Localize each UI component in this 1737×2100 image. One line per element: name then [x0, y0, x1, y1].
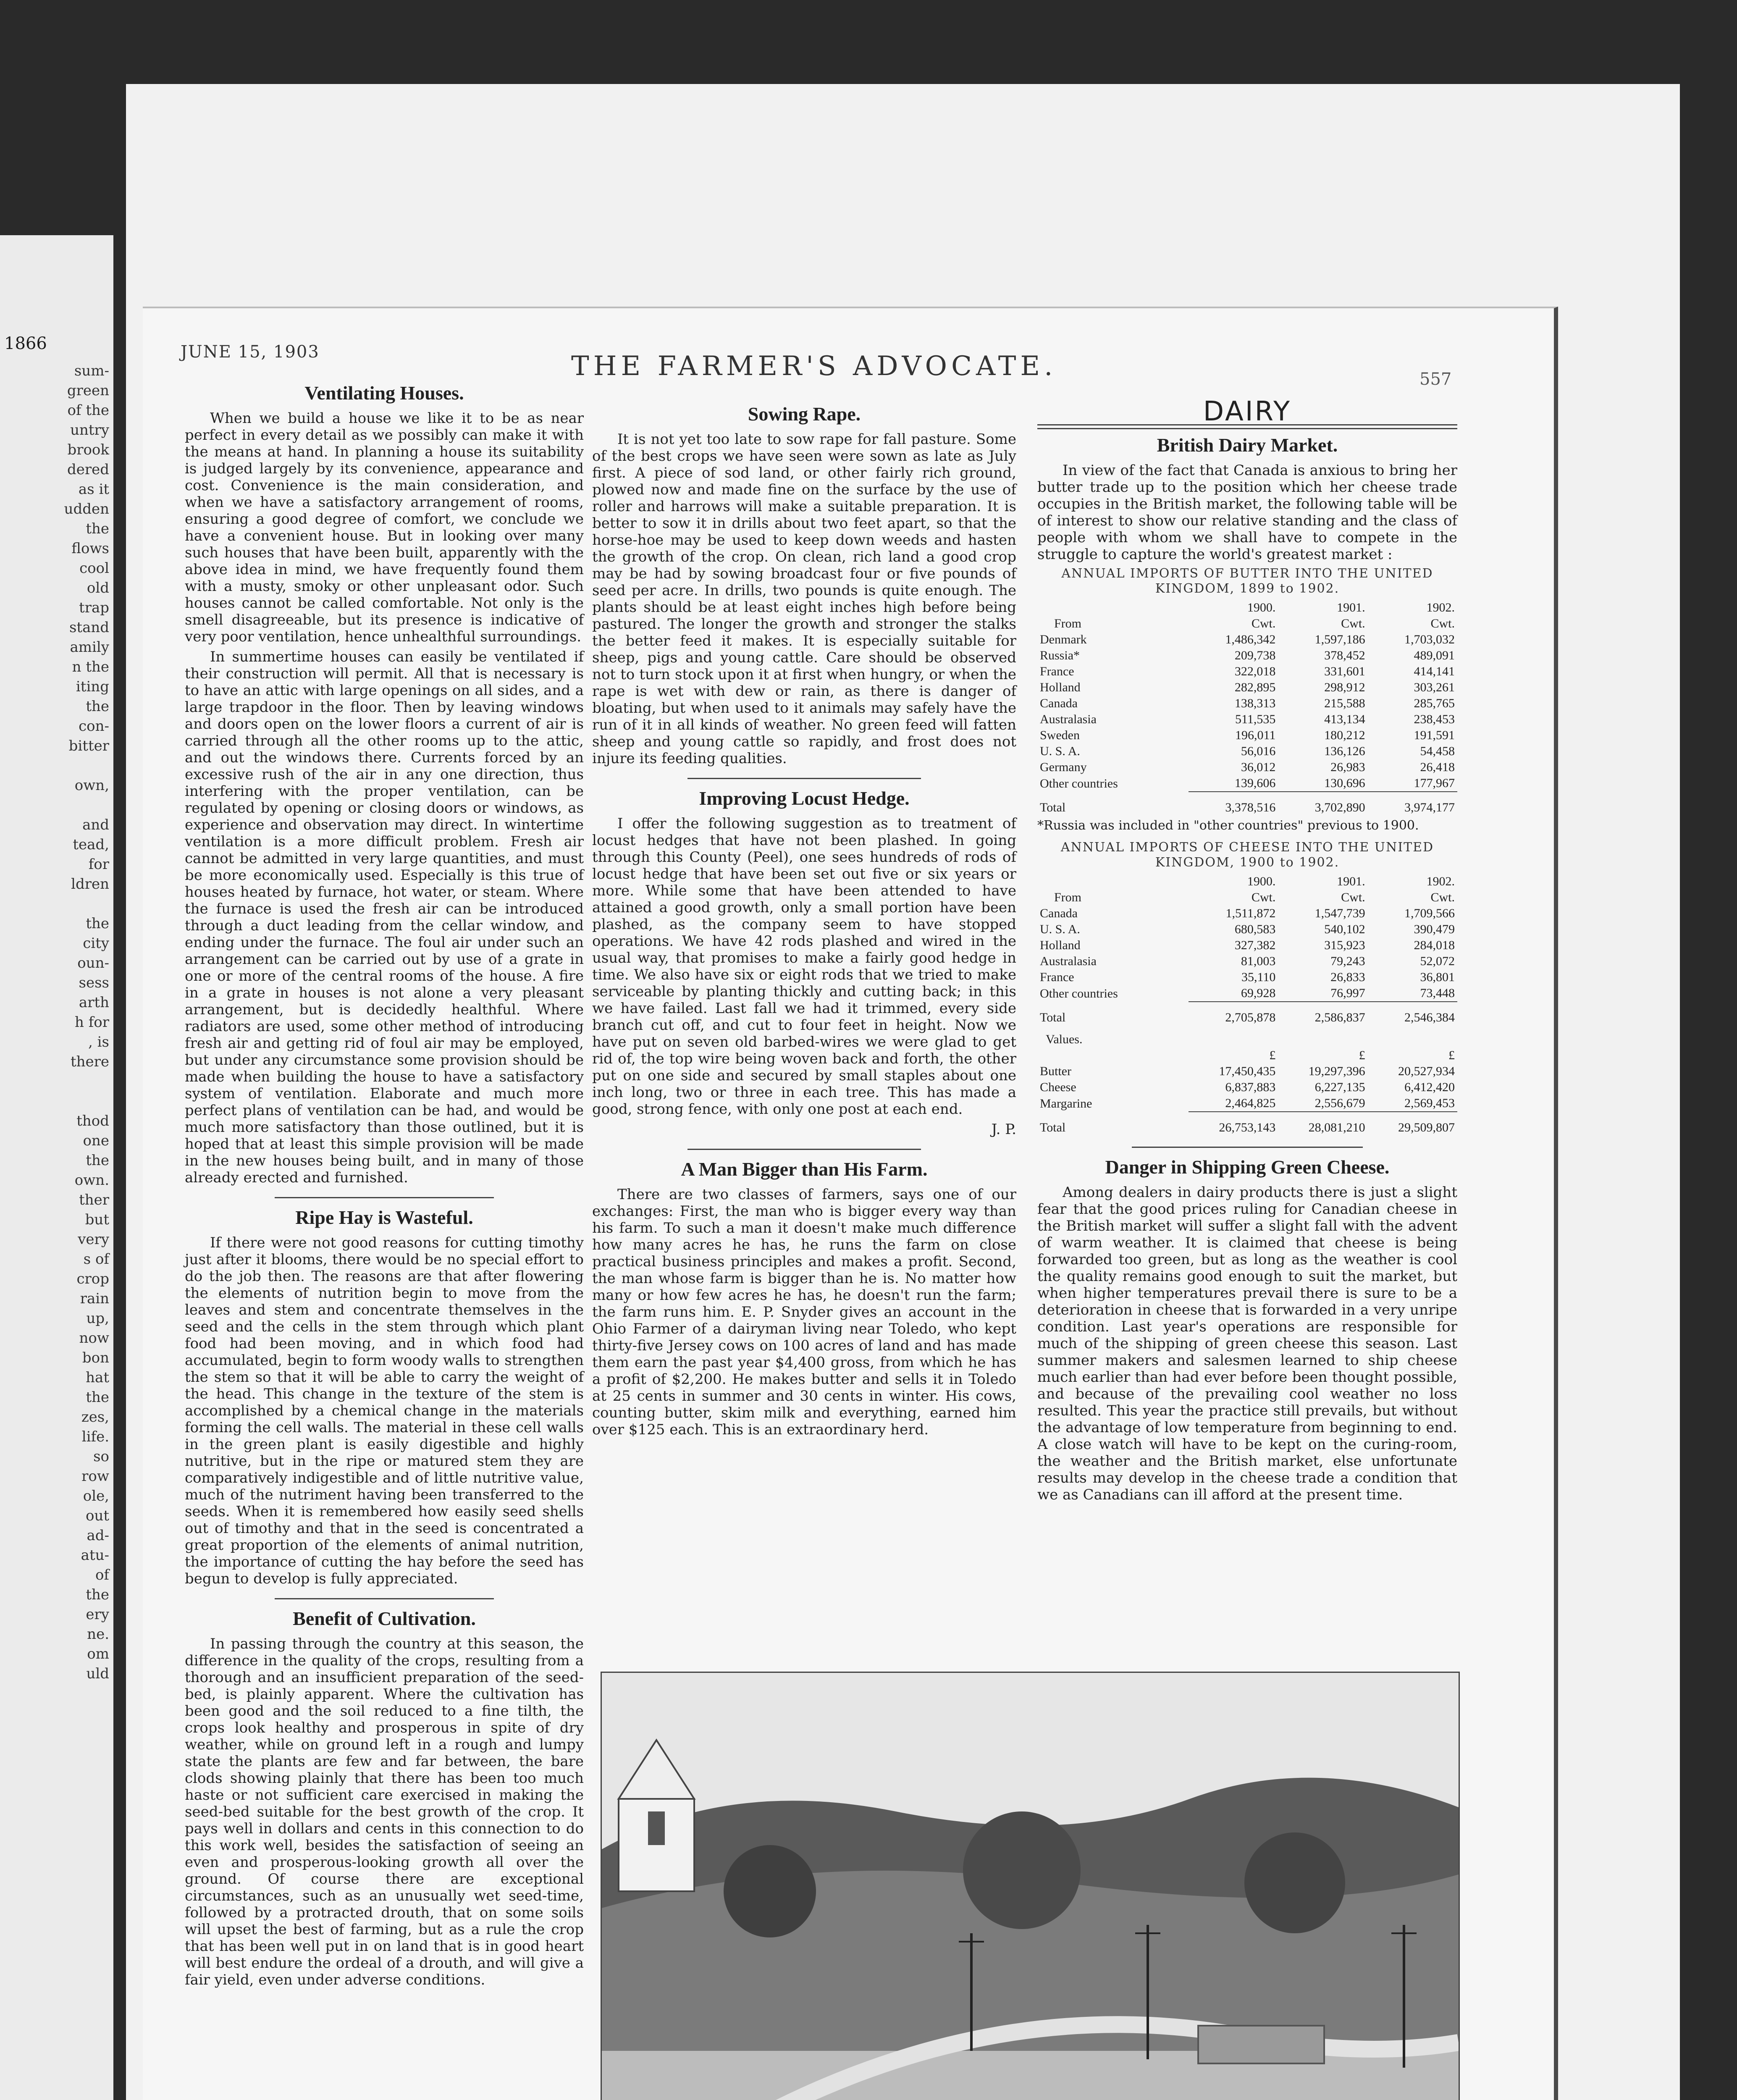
article-title-locust-hedge: Improving Locust Hedge. — [699, 788, 910, 809]
cheese-table-caption: ANNUAL IMPORTS OF CHEESE INTO THE UNITED KINGDOM, 1900 to 1902. — [1060, 840, 1434, 870]
section-title-dairy: DAIRY — [1203, 396, 1292, 427]
table-from-label: From — [1054, 617, 1082, 630]
table-cell: 20,527,934 — [1398, 1064, 1455, 1078]
table-total-cell: 28,081,210 — [1278, 1112, 1367, 1136]
adjacent-page-fragment: the — [86, 1152, 109, 1169]
table-row-label: Russia* — [1040, 648, 1080, 662]
table-unit: Cwt. — [1251, 617, 1276, 630]
table-cell: 209,738 — [1234, 648, 1276, 662]
table-cell: 6,227,135 — [1315, 1080, 1365, 1094]
table-row-label: U. S. A. — [1040, 744, 1080, 758]
table-cell: 73,448 — [1420, 986, 1455, 1000]
article-paragraph: In passing through the country at this season, the difference in the quality of the crops, resulting from a thorough and an insufficient preparation of the seed-bed, is plainly apparent. Where the cultivation has been good and the soil reduced to a fine tilth, the crops look healthy and prosperous in spite of dry weather, while on ground left in a rough and lumpy state the plants are few and far between, the bare clods showing plainly that there has been too much haste or not sufficient care exercised in making the seed-bed suitable for the best growth of the crop. It pays well in dollars and cents in this connection to do this work well, besides the satisfaction of seeing an even and prosperous-looking growth all over the ground. Of course there are exceptional circumstances, such as an unusually wet seed-time, followed by a protracted drouth, that on some soils will upset the best of farming, but as a rule the crop that has been well put in on land that is in good heart will best endure the ordeal of a drouth, and will give a fair yield, even under adverse conditions. — [185, 1635, 584, 1988]
table-row — [1037, 985, 1457, 1002]
adjacent-page-fragment: so — [93, 1448, 109, 1465]
adjacent-page-fragment: the — [86, 520, 109, 537]
adjacent-page-fragment: one — [83, 1132, 109, 1149]
table-total-label: Total — [1040, 1120, 1066, 1134]
adjacent-page-fragment: dered — [67, 461, 109, 478]
article-title-ripe-hay: Ripe Hay is Wasteful. — [295, 1207, 473, 1228]
adjacent-page-fragment: crop — [76, 1270, 109, 1287]
adjacent-page-fragment: flows — [71, 540, 109, 557]
table-row — [1037, 1095, 1457, 1112]
adjacent-page-fragment: green — [67, 382, 109, 399]
table-cell: 303,261 — [1414, 680, 1455, 694]
table-cell: 322,018 — [1234, 664, 1276, 678]
table-row — [1037, 632, 1457, 648]
adjacent-page-fragment: ldren — [71, 876, 109, 892]
table-total-cell: 3,974,177 — [1368, 792, 1457, 816]
table-row-label: Australasia — [1040, 712, 1097, 726]
table-cell: 36,012 — [1241, 760, 1276, 774]
adjacent-page-fragment: arth — [79, 994, 109, 1011]
table-row-label: Canada — [1040, 696, 1078, 710]
table-cell: 489,091 — [1414, 648, 1455, 662]
article-paragraph: I offer the following suggestion as to treatment of locust hedges that have not been plashed. In going through this County (Peel), one sees hundreds of rods of locust hedge that have been set out five or six years or more. While some that have been attended to have attained a good growth, only a small portion have been plashed, as the company seem to have stopped operations. We have 42 rods plashed and wired in the usual way, that promises to make a fairly good hedge in time. We also have six or eight rods that we tried to make serviceable by planting thickly and cutting back; in this we have failed. Last fall we had it trimmed, every side branch cut off, and cut to four feet in height. Now we have put on seven old barbed-wires we were glad to get rid of, the top wire being woven back and forth, the other put on one side and secured by small staples about one inch long, two or three in each tree. This has made a good, strong fence, with only one post at each end. — [592, 815, 1016, 1118]
table-unit: Cwt. — [1430, 617, 1455, 630]
table-total-row — [1037, 1112, 1457, 1136]
values-label: Values. — [1046, 1032, 1083, 1046]
table-cell: 1,511,872 — [1225, 906, 1276, 920]
adjacent-page-fragment: cool — [79, 560, 109, 577]
table-row-label: Denmark — [1040, 633, 1087, 646]
adjacent-page-fragment: out — [85, 1507, 109, 1524]
article-title-ventilating-houses: Ventilating Houses. — [304, 382, 464, 404]
table-row-label: U. S. A. — [1040, 922, 1080, 936]
adjacent-page-fragment: thod — [76, 1113, 109, 1129]
table-total-cell: 29,509,807 — [1368, 1112, 1457, 1136]
table-cell: 54,458 — [1420, 744, 1455, 758]
article-paragraph: Among dealers in dairy products there is just a slight fear that the good prices ruling for Canadian cheese in the British market will suffer a slight fall with the advent of warm weather. It is claimed that cheese is being forwarded too green, but as long as the weather is cool the quality remains good enough to suit the market, but when higher temperatures prevail there is sure to be a deterioration in cheese that is forwarded in a very unripe condition. Last year's operations are responsible for much of the shipping of green cheese this season. Last summer makers and salesmen learned to ship cheese much earlier than had ever before been thought possible, and because of the prevailing cool weather no loss resulted. This year the practice still prevails, but without the advantage of low temperature from beginning to end. A close watch will have to be kept on the curing-room, the weather and the British market, else unfortunate results may develop in the cheese trade a condition that we as Canadians can ill afford at the present time. — [1037, 1184, 1457, 1503]
table-total-cell: 26,753,143 — [1189, 1112, 1278, 1136]
table-year: 1900. — [1247, 601, 1276, 614]
table-row-label: Margarine — [1040, 1096, 1092, 1110]
table-row — [1037, 906, 1457, 921]
table-row — [1037, 648, 1457, 664]
table-cell: 1,547,739 — [1315, 906, 1365, 920]
article-divider — [687, 778, 921, 779]
table-row — [1037, 664, 1457, 680]
table-cell: 680,583 — [1234, 922, 1276, 936]
adjacent-page-fragment: the — [86, 915, 109, 932]
adjacent-page-fragment: life. — [81, 1428, 109, 1445]
table-row-label: France — [1040, 970, 1074, 984]
table-cell: 191,591 — [1414, 728, 1455, 742]
table-unit: Cwt. — [1251, 890, 1276, 904]
table-year: 1901. — [1337, 874, 1365, 888]
table-row — [1037, 711, 1457, 727]
table-cell: 79,243 — [1330, 954, 1365, 968]
table-cell: 327,382 — [1234, 938, 1276, 952]
table-row-label: France — [1040, 664, 1074, 678]
adjacent-page-fragment: om — [87, 1646, 109, 1662]
table-row — [1037, 743, 1457, 759]
adjacent-page-fragment: old — [87, 580, 109, 596]
adjacent-page-fragment: oun- — [77, 955, 109, 971]
table-cell: 196,011 — [1235, 728, 1276, 742]
table-cell: 26,983 — [1330, 760, 1365, 774]
table-cell: 6,837,883 — [1225, 1080, 1276, 1094]
table-row — [1037, 696, 1457, 711]
table-row-label: Australasia — [1040, 954, 1097, 968]
table-total-cell: 2,705,878 — [1189, 1002, 1278, 1026]
column-right — [1037, 396, 1457, 1507]
table-unit: Cwt. — [1341, 617, 1365, 630]
table-row — [1037, 953, 1457, 969]
table-cell: 414,141 — [1414, 664, 1455, 678]
table-row — [1037, 775, 1457, 792]
article-paragraph: When we build a house we like it to be as near perfect in every detail as we possibly can make it with the means at hand. In planning a house its suitability is judged largely by its convenience, appearance and cost. Convenience is the main consideration, and when we have a satisfactory arrangement of rooms, ensuring a good degree of comfort, we conclude we have a convenient house. But in looking over many such houses that have been built, apparently with the above idea in mind, we have frequently found them with a musty, smoky or other unpleasant odor. Such houses cannot be called comfortable. Not only is the smell disagreeable, but its presence is indicative of very poor ventilation, hence unhealthful surroundings. — [185, 410, 584, 645]
adjacent-page-fragment: bitter — [68, 738, 109, 754]
table-row — [1037, 759, 1457, 775]
table-cell: 1,703,032 — [1404, 633, 1455, 646]
article-divider — [275, 1598, 494, 1599]
table-cell: 511,535 — [1235, 712, 1276, 726]
table-row-label: Germany — [1040, 760, 1087, 774]
table-row — [1037, 727, 1457, 743]
table-row — [1037, 937, 1457, 953]
table-unit: £ — [1448, 1048, 1455, 1062]
table-row-label: Sweden — [1040, 728, 1080, 742]
table-cell: 76,997 — [1330, 986, 1365, 1000]
table-cell: 6,412,420 — [1404, 1080, 1455, 1094]
adjacent-page-fragment: brook — [67, 441, 109, 458]
adjacent-page-fragment: , is — [88, 1034, 109, 1050]
table-cell: 390,479 — [1414, 922, 1455, 936]
adjacent-page-fragment: very — [78, 1231, 109, 1248]
table-cell: 284,018 — [1414, 938, 1455, 952]
page-number: 557 — [1420, 370, 1452, 389]
adjacent-page-fragment: hat — [86, 1369, 109, 1386]
table-cell: 52,072 — [1420, 954, 1455, 968]
table-row-label: Canada — [1040, 906, 1078, 920]
adjacent-page-fragment: atu- — [81, 1547, 109, 1564]
adjacent-page-fragment: untry — [70, 422, 109, 438]
adjacent-page-fragment: bon — [82, 1349, 109, 1366]
table-cell: 26,418 — [1420, 760, 1455, 774]
values-table — [1037, 1032, 1457, 1136]
adjacent-page-fragment: uld — [86, 1665, 109, 1682]
adjacent-page-fragment: sum- — [74, 362, 109, 379]
table-row — [1037, 969, 1457, 985]
table-cell: 69,928 — [1241, 986, 1276, 1000]
butter-table-note: *Russia was included in "other countries" previous to 1900. — [1037, 818, 1419, 833]
article-signature: J. P. — [991, 1121, 1016, 1138]
table-row-label: Cheese — [1040, 1080, 1076, 1094]
adjacent-page-fragment: iting — [76, 678, 109, 695]
landscape-illustration — [602, 1673, 1459, 2100]
table-cell: 2,556,679 — [1315, 1096, 1365, 1110]
adjacent-page-fragment: sess — [79, 974, 109, 991]
masthead-title: THE FARMER'S ADVOCATE. — [571, 351, 1057, 382]
adjacent-page-fragment: now — [79, 1330, 109, 1347]
adjacent-page-fragment: s of — [83, 1251, 109, 1268]
table-year: 1900. — [1247, 874, 1276, 888]
adjacent-page-fragment: up, — [86, 1310, 109, 1327]
table-cell: 1,597,186 — [1315, 633, 1365, 646]
table-cell: 136,126 — [1324, 744, 1365, 758]
table-cell: 177,967 — [1414, 776, 1455, 790]
table-total-cell: 3,702,890 — [1278, 792, 1367, 816]
adjacent-page-fragment: tead, — [73, 836, 109, 853]
article-title-british-dairy-market: British Dairy Market. — [1157, 434, 1338, 456]
adjacent-page-fragment: ole, — [83, 1488, 109, 1504]
adjacent-page-fragment: amily — [70, 639, 109, 656]
table-unit: £ — [1269, 1048, 1276, 1062]
article-title-sowing-rape: Sowing Rape. — [748, 403, 861, 425]
adjacent-page-fragment: rain — [80, 1290, 109, 1307]
cheese-imports-table — [1037, 874, 1457, 1026]
table-cell: 2,464,825 — [1225, 1096, 1276, 1110]
adjacent-page-fragment: for — [88, 856, 109, 873]
table-cell: 378,452 — [1324, 648, 1365, 662]
column-middle — [592, 399, 1016, 1441]
table-cell: 215,588 — [1324, 696, 1365, 710]
adjacent-page-fragment: ther — [79, 1192, 109, 1208]
adjacent-page-fragment: as it — [78, 481, 109, 498]
table-cell: 130,696 — [1324, 776, 1365, 790]
table-cell: 413,134 — [1324, 712, 1365, 726]
adjacent-page-fragment: of — [95, 1567, 109, 1583]
table-cell: 315,923 — [1324, 938, 1365, 952]
article-paragraph: In view of the fact that Canada is anxious to bring her butter trade up to the position which her cheese trade occupies in the British market, the following table will be of interest to show our relative standing and the class of people with whom we shall have to compete in the struggle to capture the world's greatest market : — [1037, 462, 1457, 563]
adjacent-page-fragment: city — [83, 935, 109, 952]
table-cell: 238,453 — [1414, 712, 1455, 726]
table-year: 1901. — [1337, 601, 1365, 614]
table-cell: 1,486,342 — [1225, 633, 1276, 646]
table-cell: 36,801 — [1420, 970, 1455, 984]
adjacent-page-fragment: own, — [74, 777, 109, 794]
article-title-man-bigger: A Man Bigger than His Farm. — [681, 1158, 928, 1180]
table-total-row — [1037, 1002, 1457, 1026]
table-unit: Cwt. — [1341, 890, 1365, 904]
table-cell: 35,110 — [1241, 970, 1276, 984]
adjacent-page-fragment: ery — [86, 1606, 109, 1623]
table-unit: £ — [1359, 1048, 1365, 1062]
table-row — [1037, 1063, 1457, 1079]
table-row-label: Other countries — [1040, 986, 1118, 1000]
adjacent-page-fragment: ne. — [87, 1626, 109, 1643]
article-title-green-cheese: Danger in Shipping Green Cheese. — [1105, 1156, 1390, 1178]
adjacent-page-fragment: con- — [79, 718, 109, 735]
table-row-label: Butter — [1040, 1064, 1071, 1078]
adjacent-page-fragment: of the — [67, 402, 109, 419]
adjacent-page-fragment: row — [81, 1468, 109, 1485]
table-total-label: Total — [1040, 800, 1066, 814]
adjacent-page-fragment: h for — [74, 1014, 109, 1031]
table-total-cell: 2,586,837 — [1278, 1002, 1367, 1026]
butter-table-caption: ANNUAL IMPORTS OF BUTTER INTO THE UNITED KINGDOM, 1899 to 1902. — [1061, 566, 1433, 596]
table-from-label: From — [1054, 890, 1082, 904]
table-cell: 298,912 — [1324, 680, 1365, 694]
adjacent-page-fragment: own. — [74, 1172, 109, 1189]
table-total-label: Total — [1040, 1010, 1066, 1024]
table-row-label: Holland — [1040, 680, 1081, 694]
table-row — [1037, 921, 1457, 937]
table-cell: 540,102 — [1324, 922, 1365, 936]
table-cell: 138,313 — [1234, 696, 1276, 710]
table-cell: 139,606 — [1234, 776, 1276, 790]
table-row-label: Holland — [1040, 938, 1081, 952]
table-row — [1037, 680, 1457, 696]
butter-imports-table — [1037, 600, 1457, 816]
adjacent-page-fragment: the — [86, 698, 109, 715]
adjacent-page-fragment: ad- — [87, 1527, 109, 1544]
article-paragraph: In summertime houses can easily be ventilated if their construction will permit. All that is necessary is to have an attic with large openings on all sides, and a large trapdoor in the floor. Then by leaving windows and doors open on the lower floors a current of air is carried through all the other rooms up to the attic, and out the windows there. Currents forced by an excessive rush of the air in any one direction, thus interfering with the proper ventilation, can be regulated by opening or closing doors or windows, as experience and observation may direct. In wintertime ventilation is a more difficult problem. Fresh air cannot be admitted in very large quantities, and must be more economically used. Especially is this true of houses heated by furnace, hot water, or steam. Where the furnace is used the fresh air can be introduced through a duct leading from the cellar window, and ending under the furnace. The foul air under such an arrangement can be carried out by use of a grate in one or more of the central rooms of the house. A fire in a grate in houses is not alone a very pleasant arrangement, but is decidedly healthful. Where radiators are used, some other method of introducing fresh air and getting rid of foul air may be employed, but under any circumstance some provision should be made when building the house to have a satisfactory system of ventilation. Elaborate and much more perfect plans of ventilation can be had, and would be much more satisfactory than those outlined, but it is hoped that at least this simple provision will be made in the new houses being built, and in many of those already erected and furnished. — [185, 648, 584, 1186]
table-cell: 56,016 — [1241, 744, 1276, 758]
column-left — [185, 378, 584, 1992]
halifax-photograph — [601, 1672, 1460, 2100]
adjacent-page-fragment: zes, — [81, 1409, 109, 1425]
table-year: 1902. — [1426, 874, 1455, 888]
table-cell: 17,450,435 — [1219, 1064, 1276, 1078]
table-cell: 282,895 — [1234, 680, 1276, 694]
table-row-label: Other countries — [1040, 776, 1118, 790]
adjacent-page-fragment: but — [85, 1211, 109, 1228]
table-cell: 331,601 — [1324, 664, 1365, 678]
adjacent-page-fragment: the — [86, 1586, 109, 1603]
table-year: 1902. — [1426, 601, 1455, 614]
table-total-cell: 2,546,384 — [1368, 1002, 1457, 1026]
table-cell: 2,569,453 — [1404, 1096, 1455, 1110]
adjacent-page-fragment: the — [86, 1389, 109, 1406]
table-cell: 180,212 — [1324, 728, 1365, 742]
adjacent-page-fragment: trap — [79, 599, 109, 616]
adjacent-page-fragment: stand — [69, 619, 109, 636]
adjacent-page-year: 1866 — [4, 334, 47, 353]
table-cell: 285,765 — [1414, 696, 1455, 710]
adjacent-page-fragment: and — [82, 816, 109, 833]
table-row — [1037, 1079, 1457, 1095]
adjacent-page-fragment: n the — [72, 659, 109, 675]
adjacent-page-fragment: there — [70, 1053, 109, 1070]
article-divider — [1132, 1147, 1363, 1148]
table-unit: Cwt. — [1430, 890, 1455, 904]
article-divider — [687, 1149, 921, 1150]
article-paragraph: There are two classes of farmers, says one of our exchanges: First, the man who is bigger every way than his farm. To such a man it doesn't make much difference how many acres he has, he runs the farm on close practical business principles and makes a profit. Second, the man whose farm is bigger than he is. No matter how many or how few acres he has, he doesn't run the farm; the farm runs him. E. P. Snyder gives an account in the Ohio Farmer of a dairyman living near Toledo, who kept thirty-five Jersey cows on 100 acres of land and has made them earn the past year $4,400 gross, from which he has a profit of $2,200. He makes butter and sells it in Toledo at 25 cents in summer and 30 cents in winter. His cows, counting butter, skim milk and everything, earned him over $125 each. This is an extraordinary herd. — [592, 1186, 1016, 1438]
table-cell: 81,003 — [1241, 954, 1276, 968]
issue-date: JUNE 15, 1903 — [181, 342, 320, 362]
article-divider — [275, 1197, 494, 1198]
table-cell: 1,709,566 — [1404, 906, 1455, 920]
adjacent-page-fragment: udden — [64, 501, 109, 517]
table-cell: 26,833 — [1330, 970, 1365, 984]
article-paragraph: If there were not good reasons for cutting timothy just after it blooms, there would be no special effort to do the job then. The reasons are that after flowering the elements of nutrition begin to move from the leaves and stem and concentrate themselves in the seed and the cells in the stem through which plant food had been moving, and in which food had accumulated, begin to form woody walls to strengthen the stem so that it will be able to carry the weight of the head. This change in the texture of the stem is accomplished by a chemical change in the materials forming the cell walls. The material in these cell walls in the green plant is easily digestible and highly nutritive, but in the ripe or matured stem they are comparatively indigestible and of little nutritive value, much of the nutriment having been transferred to the seeds. When it is remembered how easily seed shells out of timothy and that in the seed is concentrated a great proportion of the elements of animal nutrition, the importance of cutting the hay before the seed has begun to develop is fully appreciated. — [185, 1234, 584, 1587]
article-paragraph: It is not yet too late to sow rape for fall pasture. Some of the best crops we have seen were sown as late as July first. A piece of sod land, or other fairly rich ground, plowed now and made fine on the surface by the use of roller and harrows will make a suitable preparation. It is better to sow it in drills about two feet apart, so that the horse-hoe may be used to keep down weeds and hasten the growth of the crop. On clean, rich land a good crop may be had by sowing broadcast four or five pounds of seed per acre. In drills, two pounds is quite enough. The plants should be at least eight inches high before being pastured. The longer the growth and stronger the stalks the better feed it makes. It is especially suitable for sheep, pigs and young cattle. Care should be observed not to turn stock upon it at first when hungry, or when the rape is wet with dew or rain, as there is danger of bloating, but when used to it animals may safely have the run of it in all kinds of weather. No green feed will fatten sheep and young cattle so rapidly, and frost does not injure its feeding qualities. — [592, 431, 1016, 767]
table-total-row — [1037, 792, 1457, 816]
table-total-cell: 3,378,516 — [1189, 792, 1278, 816]
table-cell: 19,297,396 — [1308, 1064, 1365, 1078]
article-title-benefit-cultivation: Benefit of Cultivation. — [293, 1608, 476, 1629]
adjacent-page-strip — [0, 235, 113, 2100]
